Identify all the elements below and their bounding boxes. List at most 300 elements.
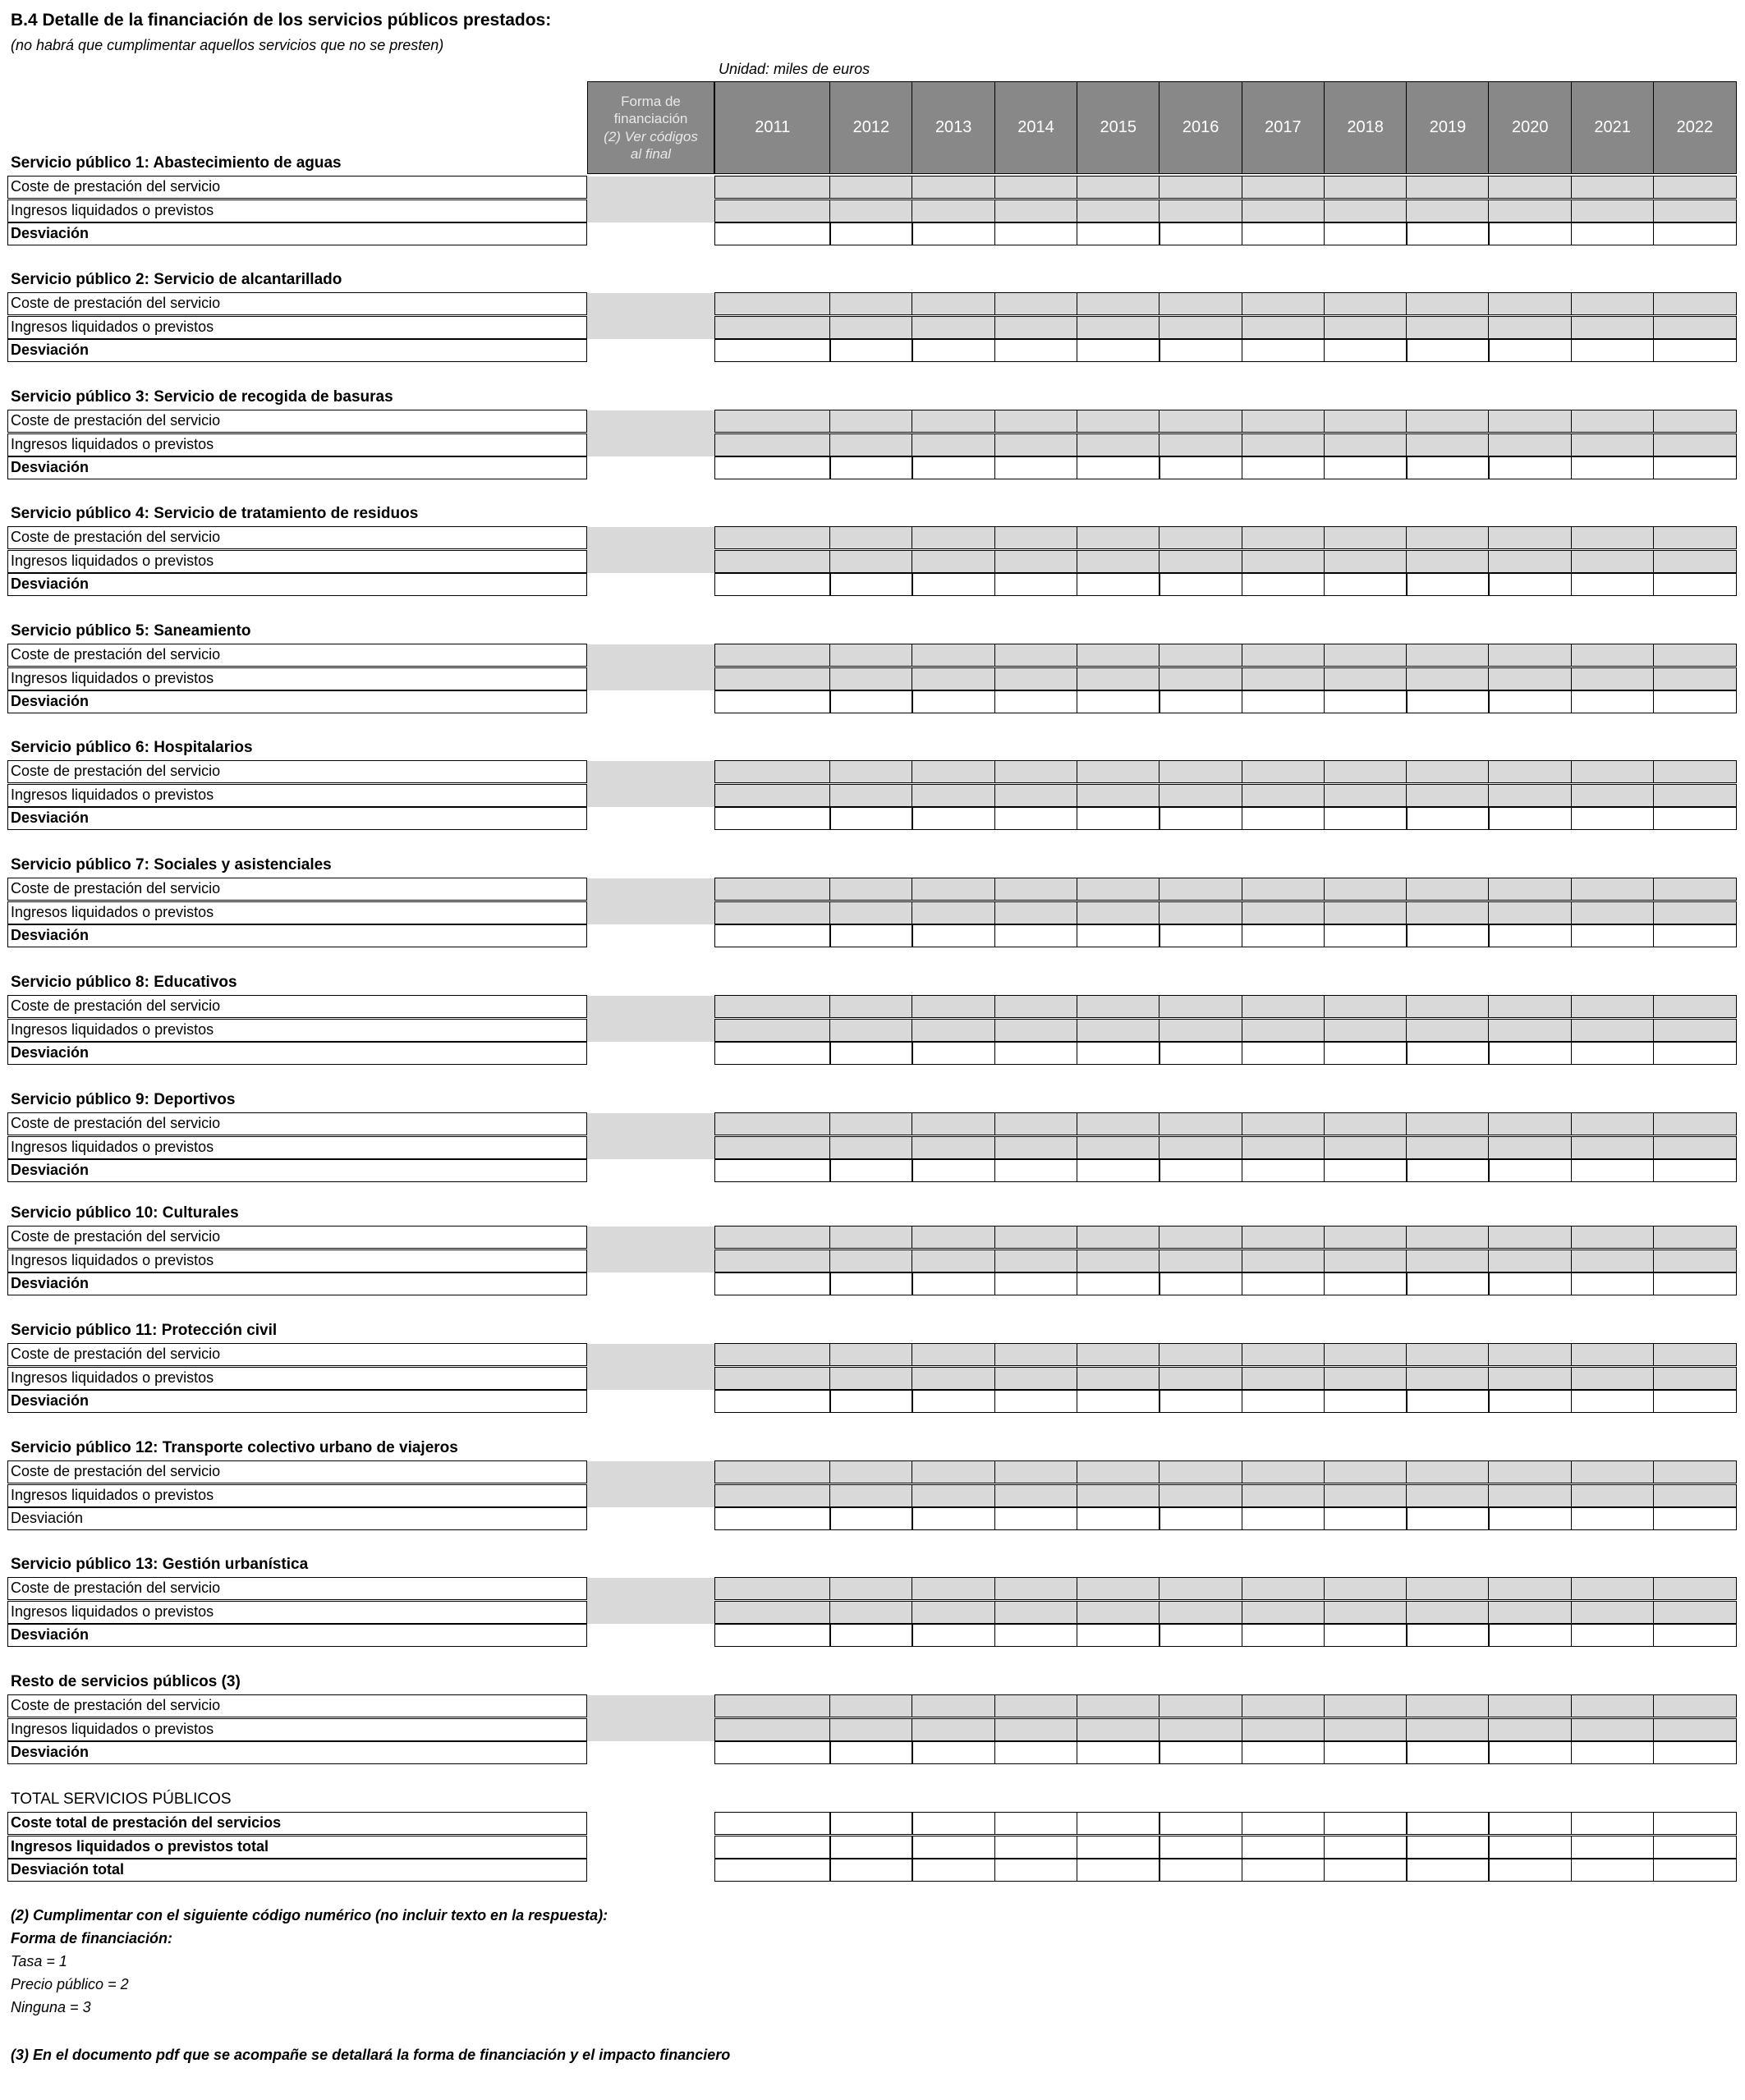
input-cell[interactable]: [994, 1484, 1078, 1507]
input-cell[interactable]: [829, 410, 913, 433]
input-cell[interactable]: [1077, 1836, 1160, 1859]
input-cell[interactable]: [1242, 433, 1325, 456]
input-cell[interactable]: [1159, 222, 1242, 245]
input-cell[interactable]: [1324, 1624, 1407, 1647]
input-cell[interactable]: [912, 1836, 995, 1859]
input-cell[interactable]: [1159, 644, 1242, 667]
input-cell[interactable]: [1653, 316, 1737, 339]
input-cell[interactable]: [1488, 760, 1572, 783]
input-cell[interactable]: [1324, 410, 1407, 433]
input-cell[interactable]: [714, 1741, 831, 1764]
input-cell[interactable]: [1077, 1367, 1160, 1390]
input-cell[interactable]: [1324, 1836, 1407, 1859]
input-cell[interactable]: [1077, 526, 1160, 549]
input-cell[interactable]: [1488, 573, 1572, 596]
input-cell[interactable]: [1077, 316, 1160, 339]
input-cell[interactable]: [994, 644, 1078, 667]
input-cell[interactable]: [714, 1136, 831, 1159]
input-cell[interactable]: [1242, 1112, 1325, 1135]
input-cell[interactable]: [1077, 784, 1160, 807]
input-cell[interactable]: [1077, 222, 1160, 245]
input-cell[interactable]: [1242, 456, 1325, 479]
input-cell[interactable]: [829, 995, 913, 1018]
input-cell[interactable]: [714, 1226, 831, 1249]
input-cell[interactable]: [829, 1460, 913, 1483]
input-cell[interactable]: [1571, 1836, 1655, 1859]
input-cell[interactable]: [1077, 1042, 1160, 1065]
input-cell[interactable]: [1406, 690, 1490, 713]
input-cell[interactable]: [1653, 901, 1737, 924]
input-cell[interactable]: [1077, 339, 1160, 362]
input-cell[interactable]: [1242, 1624, 1325, 1647]
input-cell[interactable]: [994, 1859, 1078, 1882]
input-cell[interactable]: [714, 316, 831, 339]
input-cell[interactable]: [1324, 1159, 1407, 1182]
input-cell[interactable]: [994, 1226, 1078, 1249]
input-cell[interactable]: [1571, 924, 1655, 947]
input-cell[interactable]: [1242, 1367, 1325, 1390]
input-cell[interactable]: [1406, 222, 1490, 245]
input-cell[interactable]: [1077, 1601, 1160, 1624]
input-cell[interactable]: [714, 339, 831, 362]
input-cell[interactable]: [1406, 1272, 1490, 1295]
input-cell[interactable]: [1488, 339, 1572, 362]
input-cell[interactable]: [1571, 1718, 1655, 1741]
input-cell[interactable]: [1488, 1507, 1572, 1530]
input-cell[interactable]: [994, 410, 1078, 433]
forma-financiacion-input[interactable]: [587, 1113, 714, 1159]
input-cell[interactable]: [829, 339, 913, 362]
input-cell[interactable]: [1159, 433, 1242, 456]
input-cell[interactable]: [1159, 292, 1242, 315]
input-cell[interactable]: [1159, 339, 1242, 362]
input-cell[interactable]: [1571, 644, 1655, 667]
input-cell[interactable]: [1159, 667, 1242, 690]
input-cell[interactable]: [1571, 1577, 1655, 1600]
input-cell[interactable]: [829, 1718, 913, 1741]
input-cell[interactable]: [829, 1390, 913, 1413]
input-cell[interactable]: [1488, 995, 1572, 1018]
input-cell[interactable]: [912, 1484, 995, 1507]
forma-financiacion-input[interactable]: [587, 1344, 714, 1390]
input-cell[interactable]: [714, 1577, 831, 1600]
input-cell[interactable]: [1653, 1484, 1737, 1507]
input-cell[interactable]: [1242, 1042, 1325, 1065]
input-cell[interactable]: [1488, 1367, 1572, 1390]
input-cell[interactable]: [1488, 1601, 1572, 1624]
input-cell[interactable]: [1488, 176, 1572, 199]
input-cell[interactable]: [1571, 1390, 1655, 1413]
input-cell[interactable]: [1406, 1159, 1490, 1182]
input-cell[interactable]: [714, 644, 831, 667]
input-cell[interactable]: [994, 292, 1078, 315]
input-cell[interactable]: [912, 1718, 995, 1741]
input-cell[interactable]: [994, 1694, 1078, 1717]
input-cell[interactable]: [1324, 667, 1407, 690]
input-cell[interactable]: [1242, 807, 1325, 830]
input-cell[interactable]: [1653, 176, 1737, 199]
input-cell[interactable]: [1077, 924, 1160, 947]
input-cell[interactable]: [1242, 1136, 1325, 1159]
input-cell[interactable]: [1653, 199, 1737, 222]
input-cell[interactable]: [1077, 410, 1160, 433]
input-cell[interactable]: [1077, 176, 1160, 199]
input-cell[interactable]: [1406, 1507, 1490, 1530]
input-cell[interactable]: [1653, 1112, 1737, 1135]
input-cell[interactable]: [1571, 456, 1655, 479]
input-cell[interactable]: [1653, 1624, 1737, 1647]
input-cell[interactable]: [829, 1577, 913, 1600]
input-cell[interactable]: [1242, 292, 1325, 315]
input-cell[interactable]: [829, 690, 913, 713]
input-cell[interactable]: [1324, 433, 1407, 456]
input-cell[interactable]: [1324, 644, 1407, 667]
input-cell[interactable]: [1488, 1741, 1572, 1764]
input-cell[interactable]: [1077, 644, 1160, 667]
input-cell[interactable]: [994, 316, 1078, 339]
input-cell[interactable]: [994, 1601, 1078, 1624]
input-cell[interactable]: [1242, 1718, 1325, 1741]
input-cell[interactable]: [912, 1812, 995, 1835]
input-cell[interactable]: [1077, 667, 1160, 690]
input-cell[interactable]: [714, 760, 831, 783]
input-cell[interactable]: [1242, 1577, 1325, 1600]
input-cell[interactable]: [1406, 901, 1490, 924]
input-cell[interactable]: [1242, 573, 1325, 596]
input-cell[interactable]: [1571, 550, 1655, 573]
input-cell[interactable]: [912, 924, 995, 947]
forma-financiacion-input[interactable]: [587, 1578, 714, 1624]
input-cell[interactable]: [1159, 995, 1242, 1018]
input-cell[interactable]: [1242, 1019, 1325, 1042]
input-cell[interactable]: [1571, 1484, 1655, 1507]
input-cell[interactable]: [1242, 667, 1325, 690]
input-cell[interactable]: [994, 1367, 1078, 1390]
input-cell[interactable]: [1077, 1136, 1160, 1159]
input-cell[interactable]: [1653, 784, 1737, 807]
input-cell[interactable]: [714, 878, 831, 901]
input-cell[interactable]: [1077, 433, 1160, 456]
input-cell[interactable]: [912, 807, 995, 830]
input-cell[interactable]: [1077, 760, 1160, 783]
input-cell[interactable]: [1159, 199, 1242, 222]
input-cell[interactable]: [714, 199, 831, 222]
input-cell[interactable]: [829, 644, 913, 667]
input-cell[interactable]: [1571, 878, 1655, 901]
input-cell[interactable]: [1571, 176, 1655, 199]
input-cell[interactable]: [1653, 1859, 1737, 1882]
input-cell[interactable]: [994, 1390, 1078, 1413]
input-cell[interactable]: [1571, 1272, 1655, 1295]
input-cell[interactable]: [714, 667, 831, 690]
input-cell[interactable]: [1077, 1226, 1160, 1249]
input-cell[interactable]: [994, 456, 1078, 479]
input-cell[interactable]: [714, 1019, 831, 1042]
input-cell[interactable]: [1653, 573, 1737, 596]
input-cell[interactable]: [1077, 1507, 1160, 1530]
input-cell[interactable]: [714, 1249, 831, 1272]
input-cell[interactable]: [1324, 339, 1407, 362]
input-cell[interactable]: [1488, 316, 1572, 339]
input-cell[interactable]: [829, 1624, 913, 1647]
input-cell[interactable]: [912, 222, 995, 245]
input-cell[interactable]: [1571, 1460, 1655, 1483]
input-cell[interactable]: [1571, 1042, 1655, 1065]
input-cell[interactable]: [1324, 222, 1407, 245]
input-cell[interactable]: [1324, 1718, 1407, 1741]
input-cell[interactable]: [1653, 1507, 1737, 1530]
input-cell[interactable]: [1653, 760, 1737, 783]
input-cell[interactable]: [1571, 292, 1655, 315]
input-cell[interactable]: [1653, 292, 1737, 315]
input-cell[interactable]: [1242, 550, 1325, 573]
input-cell[interactable]: [1571, 760, 1655, 783]
input-cell[interactable]: [1571, 995, 1655, 1018]
input-cell[interactable]: [1077, 1019, 1160, 1042]
input-cell[interactable]: [1653, 1272, 1737, 1295]
input-cell[interactable]: [714, 1812, 831, 1835]
input-cell[interactable]: [912, 1367, 995, 1390]
input-cell[interactable]: [1159, 1042, 1242, 1065]
input-cell[interactable]: [1324, 807, 1407, 830]
input-cell[interactable]: [1159, 1136, 1242, 1159]
input-cell[interactable]: [1571, 1249, 1655, 1272]
input-cell[interactable]: [994, 1343, 1078, 1366]
input-cell[interactable]: [714, 1836, 831, 1859]
input-cell[interactable]: [714, 1112, 831, 1135]
input-cell[interactable]: [1242, 1812, 1325, 1835]
input-cell[interactable]: [1159, 1718, 1242, 1741]
input-cell[interactable]: [1406, 1741, 1490, 1764]
input-cell[interactable]: [1653, 1136, 1737, 1159]
input-cell[interactable]: [1242, 1741, 1325, 1764]
input-cell[interactable]: [994, 1812, 1078, 1835]
input-cell[interactable]: [912, 456, 995, 479]
input-cell[interactable]: [714, 550, 831, 573]
input-cell[interactable]: [1324, 1226, 1407, 1249]
input-cell[interactable]: [1406, 526, 1490, 549]
input-cell[interactable]: [1242, 1694, 1325, 1717]
input-cell[interactable]: [1159, 1624, 1242, 1647]
input-cell[interactable]: [1653, 667, 1737, 690]
input-cell[interactable]: [912, 901, 995, 924]
input-cell[interactable]: [1653, 550, 1737, 573]
input-cell[interactable]: [1653, 1741, 1737, 1764]
input-cell[interactable]: [994, 1577, 1078, 1600]
input-cell[interactable]: [1488, 410, 1572, 433]
input-cell[interactable]: [714, 690, 831, 713]
input-cell[interactable]: [1324, 176, 1407, 199]
input-cell[interactable]: [1571, 1694, 1655, 1717]
input-cell[interactable]: [714, 1390, 831, 1413]
input-cell[interactable]: [1077, 1460, 1160, 1483]
input-cell[interactable]: [1406, 433, 1490, 456]
input-cell[interactable]: [1159, 1390, 1242, 1413]
input-cell[interactable]: [1159, 1112, 1242, 1135]
input-cell[interactable]: [1571, 784, 1655, 807]
input-cell[interactable]: [829, 1112, 913, 1135]
forma-financiacion-input[interactable]: [587, 644, 714, 690]
input-cell[interactable]: [912, 339, 995, 362]
input-cell[interactable]: [1406, 292, 1490, 315]
input-cell[interactable]: [1653, 433, 1737, 456]
input-cell[interactable]: [1406, 1343, 1490, 1366]
input-cell[interactable]: [994, 667, 1078, 690]
input-cell[interactable]: [912, 573, 995, 596]
input-cell[interactable]: [829, 784, 913, 807]
input-cell[interactable]: [1324, 878, 1407, 901]
input-cell[interactable]: [912, 550, 995, 573]
input-cell[interactable]: [994, 222, 1078, 245]
input-cell[interactable]: [994, 1019, 1078, 1042]
input-cell[interactable]: [1324, 1136, 1407, 1159]
input-cell[interactable]: [829, 1019, 913, 1042]
input-cell[interactable]: [1488, 1484, 1572, 1507]
input-cell[interactable]: [1242, 1507, 1325, 1530]
input-cell[interactable]: [1571, 316, 1655, 339]
input-cell[interactable]: [1571, 410, 1655, 433]
input-cell[interactable]: [1488, 1019, 1572, 1042]
input-cell[interactable]: [1653, 526, 1737, 549]
input-cell[interactable]: [1242, 1859, 1325, 1882]
input-cell[interactable]: [1159, 901, 1242, 924]
input-cell[interactable]: [1571, 1019, 1655, 1042]
input-cell[interactable]: [714, 1718, 831, 1741]
input-cell[interactable]: [1406, 1136, 1490, 1159]
input-cell[interactable]: [1488, 1694, 1572, 1717]
input-cell[interactable]: [1159, 550, 1242, 573]
input-cell[interactable]: [994, 339, 1078, 362]
input-cell[interactable]: [714, 901, 831, 924]
input-cell[interactable]: [829, 176, 913, 199]
forma-financiacion-input[interactable]: [587, 1461, 714, 1507]
input-cell[interactable]: [1159, 526, 1242, 549]
input-cell[interactable]: [1571, 1159, 1655, 1182]
input-cell[interactable]: [912, 1577, 995, 1600]
input-cell[interactable]: [1488, 878, 1572, 901]
input-cell[interactable]: [912, 1249, 995, 1272]
input-cell[interactable]: [829, 573, 913, 596]
input-cell[interactable]: [1242, 995, 1325, 1018]
input-cell[interactable]: [994, 1836, 1078, 1859]
input-cell[interactable]: [714, 784, 831, 807]
input-cell[interactable]: [829, 901, 913, 924]
input-cell[interactable]: [714, 573, 831, 596]
input-cell[interactable]: [1324, 1390, 1407, 1413]
input-cell[interactable]: [829, 433, 913, 456]
input-cell[interactable]: [1242, 1272, 1325, 1295]
input-cell[interactable]: [1324, 1249, 1407, 1272]
input-cell[interactable]: [1242, 526, 1325, 549]
input-cell[interactable]: [829, 1601, 913, 1624]
input-cell[interactable]: [1324, 1367, 1407, 1390]
input-cell[interactable]: [1077, 901, 1160, 924]
input-cell[interactable]: [1159, 1859, 1242, 1882]
input-cell[interactable]: [1571, 1601, 1655, 1624]
input-cell[interactable]: [1324, 784, 1407, 807]
input-cell[interactable]: [1488, 1577, 1572, 1600]
input-cell[interactable]: [829, 550, 913, 573]
input-cell[interactable]: [829, 1741, 913, 1764]
input-cell[interactable]: [1324, 1460, 1407, 1483]
input-cell[interactable]: [994, 924, 1078, 947]
input-cell[interactable]: [994, 1249, 1078, 1272]
input-cell[interactable]: [994, 1042, 1078, 1065]
input-cell[interactable]: [1406, 1249, 1490, 1272]
input-cell[interactable]: [1653, 410, 1737, 433]
input-cell[interactable]: [829, 1859, 913, 1882]
input-cell[interactable]: [1488, 1859, 1572, 1882]
input-cell[interactable]: [1077, 456, 1160, 479]
input-cell[interactable]: [912, 784, 995, 807]
input-cell[interactable]: [829, 1159, 913, 1182]
input-cell[interactable]: [829, 1272, 913, 1295]
input-cell[interactable]: [829, 667, 913, 690]
input-cell[interactable]: [912, 433, 995, 456]
input-cell[interactable]: [1406, 1460, 1490, 1483]
input-cell[interactable]: [1406, 1718, 1490, 1741]
input-cell[interactable]: [994, 573, 1078, 596]
input-cell[interactable]: [714, 222, 831, 245]
input-cell[interactable]: [829, 1836, 913, 1859]
input-cell[interactable]: [714, 1367, 831, 1390]
input-cell[interactable]: [1488, 901, 1572, 924]
input-cell[interactable]: [1571, 1859, 1655, 1882]
input-cell[interactable]: [1406, 1624, 1490, 1647]
input-cell[interactable]: [829, 316, 913, 339]
input-cell[interactable]: [1488, 644, 1572, 667]
input-cell[interactable]: [1488, 526, 1572, 549]
input-cell[interactable]: [1242, 1484, 1325, 1507]
input-cell[interactable]: [1242, 901, 1325, 924]
input-cell[interactable]: [1488, 550, 1572, 573]
input-cell[interactable]: [1488, 1343, 1572, 1366]
input-cell[interactable]: [1488, 1836, 1572, 1859]
forma-financiacion-input[interactable]: [587, 527, 714, 573]
input-cell[interactable]: [1242, 878, 1325, 901]
input-cell[interactable]: [1406, 1112, 1490, 1135]
input-cell[interactable]: [912, 1741, 995, 1764]
input-cell[interactable]: [1077, 1812, 1160, 1835]
input-cell[interactable]: [1571, 433, 1655, 456]
input-cell[interactable]: [994, 1136, 1078, 1159]
input-cell[interactable]: [1571, 901, 1655, 924]
input-cell[interactable]: [1653, 1718, 1737, 1741]
input-cell[interactable]: [1159, 456, 1242, 479]
input-cell[interactable]: [994, 1718, 1078, 1741]
input-cell[interactable]: [1406, 807, 1490, 830]
input-cell[interactable]: [1488, 456, 1572, 479]
input-cell[interactable]: [1324, 1484, 1407, 1507]
input-cell[interactable]: [714, 1507, 831, 1530]
input-cell[interactable]: [1653, 690, 1737, 713]
input-cell[interactable]: [1324, 456, 1407, 479]
input-cell[interactable]: [1077, 1112, 1160, 1135]
input-cell[interactable]: [1324, 1272, 1407, 1295]
input-cell[interactable]: [1159, 1601, 1242, 1624]
input-cell[interactable]: [994, 550, 1078, 573]
input-cell[interactable]: [1488, 1226, 1572, 1249]
input-cell[interactable]: [1406, 1694, 1490, 1717]
forma-financiacion-input[interactable]: [587, 878, 714, 924]
input-cell[interactable]: [1159, 1343, 1242, 1366]
input-cell[interactable]: [1488, 1624, 1572, 1647]
input-cell[interactable]: [1488, 222, 1572, 245]
input-cell[interactable]: [1406, 199, 1490, 222]
input-cell[interactable]: [1242, 176, 1325, 199]
input-cell[interactable]: [1159, 1577, 1242, 1600]
input-cell[interactable]: [1571, 1624, 1655, 1647]
